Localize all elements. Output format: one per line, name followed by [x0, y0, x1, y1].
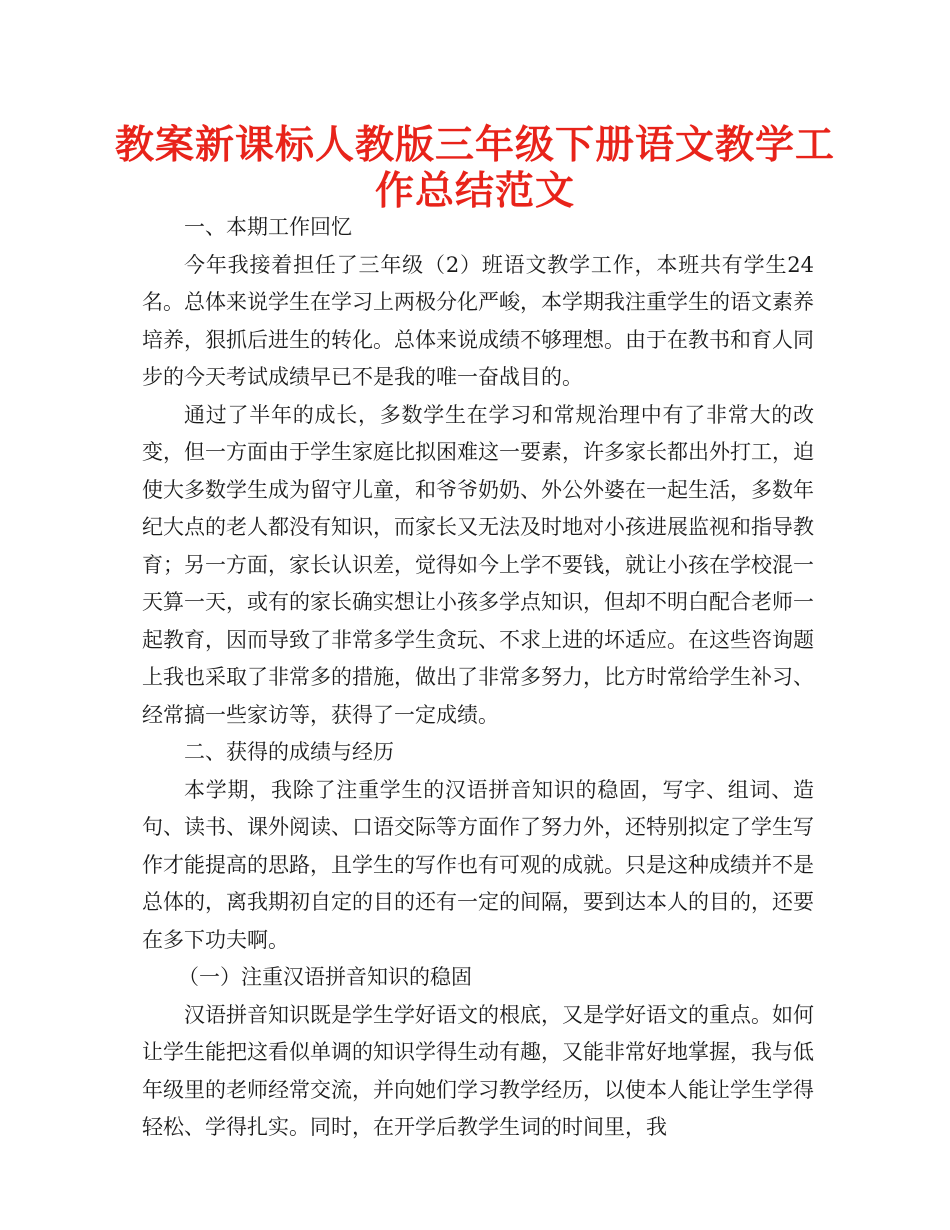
document-body: [142, 209, 814, 1147]
section-heading-achievements: 二、获得的成绩与经历: [184, 740, 394, 764]
paragraph-pinyin: 汉语拼音知识既是学生学好语文的根底，又是学好语文的重点。如何让学生能把这看似单调的知识学得生动有趣，又能非常好地掌握，我与低年级里的老师经常交流，并向她们学习教学经历，以使本人能让学生学得轻松、学得扎实。同时，在开学后教学生词的时间里，我: [142, 1002, 814, 1139]
subsection-heading-pinyin: （一）注重汉语拼音知识的稳固: [178, 965, 472, 989]
document-title-line-2: 作总结范文: [374, 169, 575, 214]
document-title-line-1: 教案新课标人教版三年级下册语文教学工: [114, 123, 835, 168]
section-heading-review: 一、本期工作回忆: [184, 215, 352, 239]
paragraph-student-changes: 通过了半年的成长，多数学生在学习和常规治理中有了非常大的改变，但一方面由于学生家庭比拟困难这一要素，许多家长都出外打工，迫使大多数学生成为留守儿童，和爷爷奶奶、外公外婆在一起生活，多数年纪大点的老人都没有知识，而家长又无法及时地对小孩进展监视和指导教育；另一方面，家长认识差，觉得如今上学不要钱，就让小孩在学校混一天算一天，或有的家长确实想让小孩多学点知识，但却不明白配合老师一起教育，因而导致了非常多学生贪玩、不求上进的坏适应。在这些咨询题上我也采取了非常多的措施，做出了非常多努力，比方时常给学生补习、经常搞一些家访等，获得了一定成绩。: [142, 402, 814, 727]
paragraph-class-overview: 今年我接着担任了三年级（2）班语文教学工作，本班共有学生24名。总体来说学生在学习上两极分化严峻，本学期我注重学生的语文素养培养，狠抓后进生的转化。总体来说成绩不够理想。由于在教书和育人同步的今天考试成绩早已不是我的唯一奋战目的。: [142, 252, 814, 389]
paragraph-semester-work: 本学期，我除了注重学生的汉语拼音知识的稳固，写字、组词、造句、读书、课外阅读、口语交际等方面作了努力外，还特别拟定了学生写作才能提高的思路，且学生的写作也有可观的成就。只是这种成绩并不是总体的，离我期初自定的目的还有一定的间隔，要到达本人的目的，还要在多下功夫啊。: [142, 777, 814, 952]
